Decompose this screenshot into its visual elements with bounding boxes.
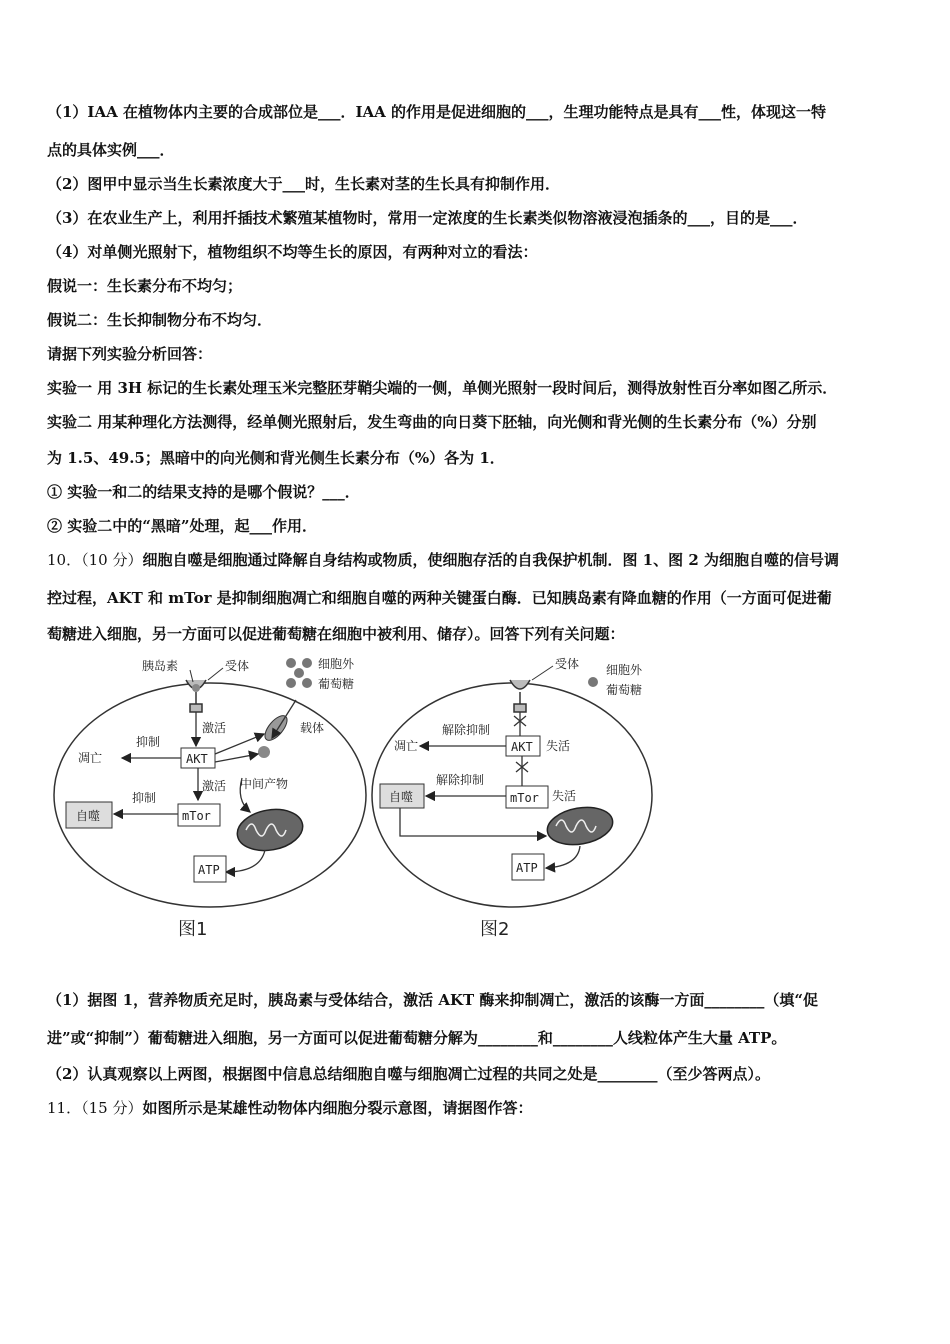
fig2-glucose-label-1: 细胞外 xyxy=(606,663,643,677)
fig2-mtor-label: mTor xyxy=(510,791,539,805)
line-4: （3）在农业生产上，利用扦插技术繁殖某植物时，常用一定浓度的生长素类似物溶液浸泡插条的___，目的是___． xyxy=(47,209,808,227)
answer-line-3: （2）认真观察以上两图，根据图中信息总结细胞自噬与细胞凋亡过程的共同之处是________（至少答两点）。 xyxy=(47,1065,770,1083)
line-12: ① 实验一和二的结果支持的是哪个假说？___． xyxy=(47,483,360,501)
question-11-number: 11．（15 分） xyxy=(47,1099,143,1117)
fig2-atp-label: ATP xyxy=(516,861,538,875)
question-11-text: 如图所示是某雄性动物体内细胞分裂示意图，请据图作答： xyxy=(142,1099,533,1117)
line-10: 实验二 用某种理化方法测得，经单侧光照射后，发生弯曲的向日葵下胚轴，向光侧和背光侧的生长素分布（%）分别 xyxy=(47,413,817,431)
line-13: ② 实验二中的“黑暗”处理，起___作用． xyxy=(47,517,317,535)
line-5: （4）对单侧光照射下，植物组织不均等生长的原因，有两种对立的看法： xyxy=(47,243,538,261)
answer-line-2: 进”或“抑制”）葡萄糖进入细胞，另一方面可以促进葡萄糖分解为________和________人线粒体产生大量 ATP。 xyxy=(47,1029,787,1047)
line-3: （2）图甲中显示当生长素浓度大于___时，生长素对茎的生长具有抑制作用． xyxy=(47,175,560,193)
question-10-text-1: 细胞自噬是细胞通过降解自身结构或物质，使细胞存活的自我保护机制．图 1、图 2 为细胞自噬的信号调 xyxy=(142,551,839,569)
fig2-caption: 图2 xyxy=(480,919,510,940)
fig1-inhibit-label-2: 抑制 xyxy=(132,791,157,805)
fig2-apoptosis-label: 凋亡 xyxy=(394,739,419,753)
fig2-release-label-2: 解除抑制 xyxy=(436,773,485,787)
fig1-glucose-label-2: 葡萄糖 xyxy=(318,677,355,691)
fig1-activate-label-1: 激活 xyxy=(202,721,227,735)
fig1-mitochondrion-icon xyxy=(234,805,306,856)
fig1-autophagy-label: 自噬 xyxy=(76,809,101,823)
autophagy-figure xyxy=(50,650,670,950)
question-10-line-3: 萄糖进入细胞，另一方面可以促进葡萄糖在细胞中被利用、储存）。回答下列有关问题： xyxy=(47,625,625,643)
glucose-dot xyxy=(294,668,304,678)
glucose-dot xyxy=(286,658,296,668)
fig1-atp-label: ATP xyxy=(198,863,220,877)
glucose-dot xyxy=(302,658,312,668)
question-10-line-1 xyxy=(47,550,910,570)
fig1-mtor-label: mTor xyxy=(182,809,211,823)
fig1-inhibit-label-1: 抑制 xyxy=(136,735,161,749)
fig1-carrier-label: 载体 xyxy=(300,721,325,735)
line-7: 假说二：生长抑制物分布不均匀． xyxy=(47,311,273,329)
fig1-insulin-icon xyxy=(192,684,200,692)
glucose-dot xyxy=(588,677,598,687)
line-9: 实验一 用 3H 标记的生长素处理玉米完整胚芽鞘尖端的一侧，单侧光照射一段时间后，测得放射性百分率如图乙所示． xyxy=(47,379,838,397)
fig1-caption: 图1 xyxy=(178,919,208,940)
fig1-intermediate-dot xyxy=(258,746,270,758)
fig2-receptor-label: 受体 xyxy=(555,657,580,671)
question-10-number: 10．（10 分） xyxy=(47,551,143,569)
line-1: （1）IAA 在植物体内主要的合成部位是___．IAA 的作用是促进细胞的___，生理功能特点是具有___性，体现这一特 xyxy=(47,103,826,121)
fig2-inactive-label-1: 失活 xyxy=(546,739,571,753)
fig1-carrier-icon xyxy=(261,712,291,744)
question-11 xyxy=(47,1098,910,1118)
fig1-glucose-label-1: 细胞外 xyxy=(318,657,355,671)
fig1-akt-label: AKT xyxy=(186,752,208,766)
line-2: 点的具体实例___． xyxy=(47,141,175,159)
line-8: 请据下列实验分析回答： xyxy=(47,345,213,363)
figure-svg xyxy=(50,650,670,950)
glucose-dot xyxy=(302,678,312,688)
fig2-release-label-1: 解除抑制 xyxy=(442,723,491,737)
glucose-dot xyxy=(286,678,296,688)
fig2-inactive-label-2: 失活 xyxy=(552,789,577,803)
fig2-akt-label: AKT xyxy=(511,740,533,754)
fig2-glucose-label-2: 葡萄糖 xyxy=(606,683,643,697)
fig2-mitochondrion-icon xyxy=(544,803,615,850)
fig1-insulin-label: 胰岛素 xyxy=(142,659,179,673)
line-11: 为 1.5、49.5；黑暗中的向光侧和背光侧生长素分布（%）各为 1． xyxy=(47,449,505,467)
answer-line-1: （1）据图 1，营养物质充足时，胰岛素与受体结合，激活 AKT 酶来抑制凋亡，激活的该酶一方面________（填“促 xyxy=(47,991,819,1009)
fig1-intermediate-label: 中间产物 xyxy=(240,777,289,791)
fig2-receptor-icon xyxy=(510,680,530,712)
fig2-autophagy-label: 自噬 xyxy=(389,790,414,804)
fig1-receptor-label: 受体 xyxy=(225,659,250,673)
fig1-apoptosis-label: 凋亡 xyxy=(78,751,103,765)
line-6: 假说一：生长素分布不均匀； xyxy=(47,277,243,295)
question-10-line-2: 控过程，AKT 和 mTor 是抑制细胞凋亡和细胞自噬的两种关键蛋白酶．已知胰岛素有降血糖的作用（一方面可促进葡 xyxy=(47,589,832,607)
fig1-activate-label-2: 激活 xyxy=(202,779,227,793)
